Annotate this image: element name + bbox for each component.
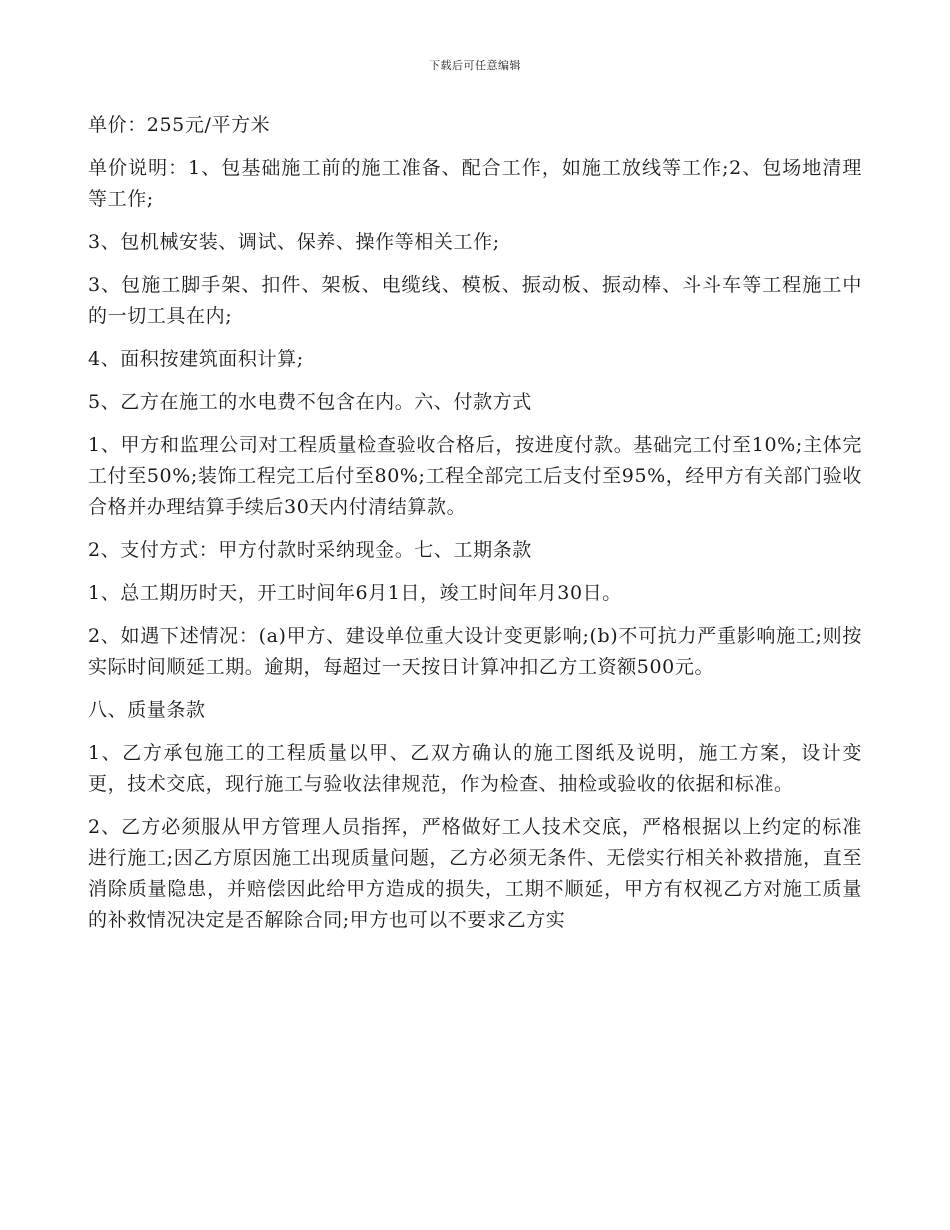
paragraph-quality-standard: 1、乙方承包施工的工程质量以甲、乙双方确认的施工图纸及说明，施工方案，设计变更，技术交底，现行施工与验收法律规范，作为检查、抽检或验收的依据和标准。 [88,742,862,795]
page-header: 下载后可任意编辑 [429,59,521,72]
paragraph-unit-price: 单价：255元/平方米 [88,114,271,136]
paragraph-tools: 3、包施工脚手架、扣件、架板、电缆线、模板、振动板、振动棒、斗斗车等工程施工中的一切工具在内; [88,274,862,327]
section-heading-quality: 八、质量条款 [88,699,206,721]
paragraph-price-notes: 单价说明：1、包基础施工前的施工准备、配合工作，如施工放线等工作;2、包场地清理等工作; [88,157,862,210]
paragraph-machinery: 3、包机械安装、调试、保养、操作等相关工作; [88,231,500,253]
paragraph-utilities: 5、乙方在施工的水电费不包含在内。六、付款方式 [88,391,532,413]
paragraph-quality-remedy: 2、乙方必须服从甲方管理人员指挥，严格做好工人技术交底，严格根据以上约定的标准进行施工;因乙方原因施工出现质量问题，乙方必须无条件、无偿实行相关补救措施，直至消除质量隐患，并赔偿因此给甲方造成的损失，工期不顺延，甲方有权视乙方对施工质量的补救情况决定是否解除合同;甲方也可以不要求乙方实 [88,816,862,931]
paragraph-payment-schedule: 1、甲方和监理公司对工程质量检查验收合格后，按进度付款。基础完工付至10%;主体完工付至50%;装饰工程完工后付至80%;工程全部完工后支付至95%，经甲方有关部门验收合格并办理结算手续后30天内付清结算款。 [88,434,862,518]
paragraph-duration: 1、总工期历时天，开工时间年6月1日，竣工时间年月30日。 [88,582,622,604]
paragraph-payment-method: 2、支付方式：甲方付款时采纳现金。七、工期条款 [88,539,532,561]
paragraph-delay: 2、如遇下述情况：(a)甲方、建设单位重大设计变更影响;(b)不可抗力严重影响施工;则按实际时间顺延工期。逾期，每超过一天按日计算冲扣乙方工资额500元。 [88,625,862,678]
document-body [88,110,862,948]
paragraph-area: 4、面积按建筑面积计算; [88,348,304,370]
